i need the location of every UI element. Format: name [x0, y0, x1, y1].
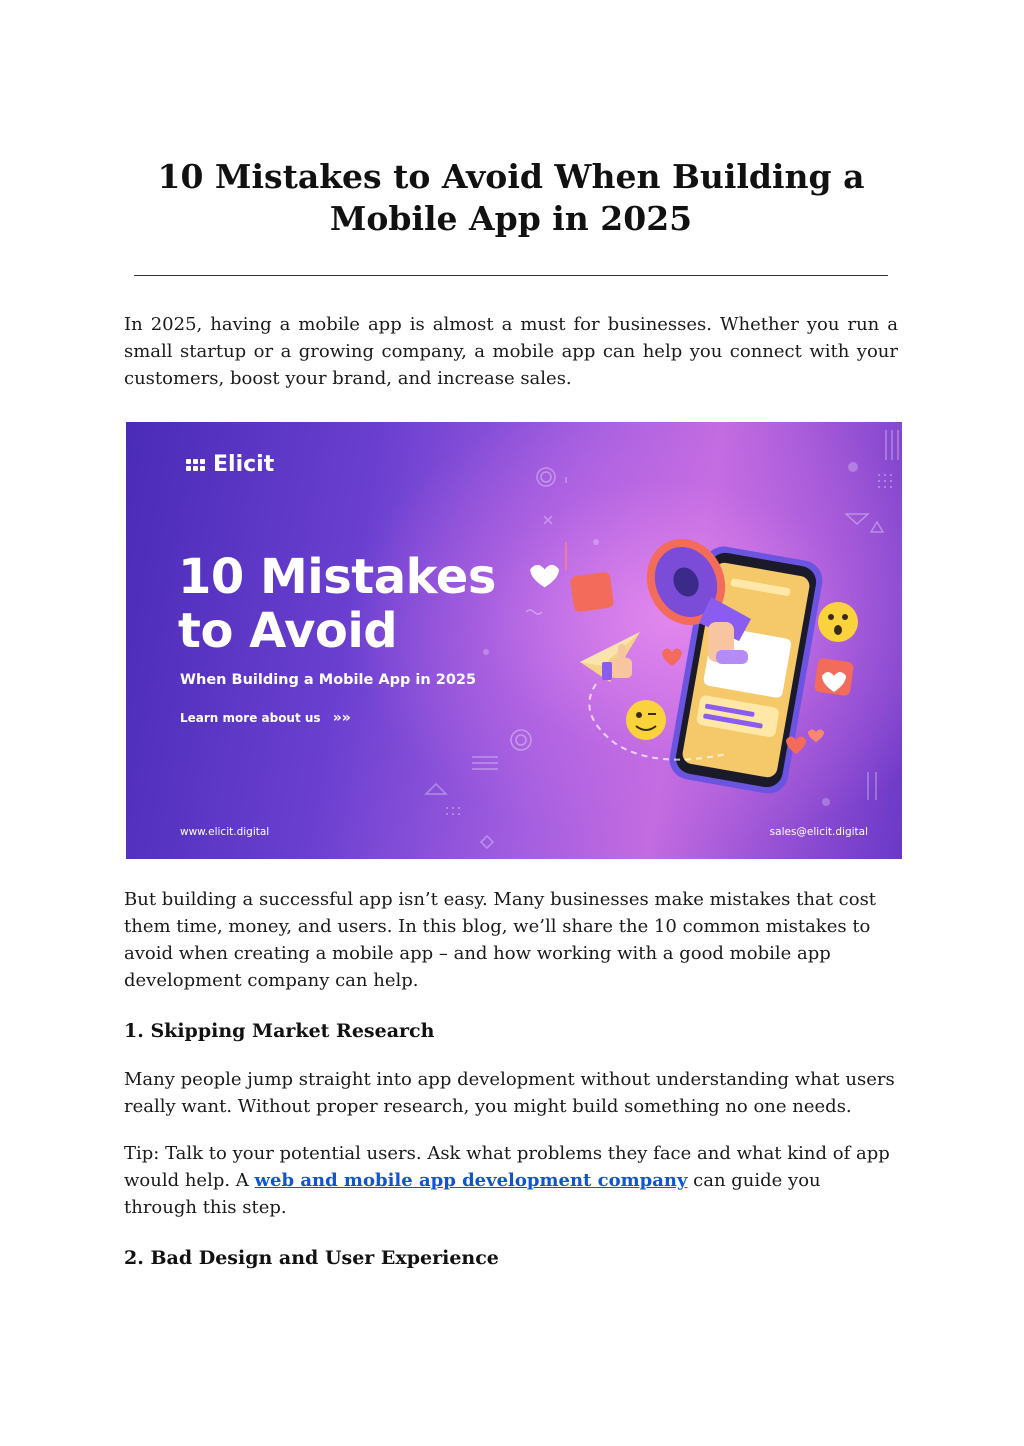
- banner-headline: [178, 550, 496, 658]
- headline-line-2: to Avoid: [178, 603, 398, 659]
- section-1-body: Many people jump straight into app development without understanding what users really want. Without proper research, you might build something no one needs.: [124, 1069, 895, 1117]
- tip-text-after: can guide you through this step.: [124, 1170, 821, 1218]
- title-divider: [134, 275, 888, 276]
- web-mobile-app-company-link[interactable]: web and mobile app development company: [254, 1170, 688, 1191]
- intro-paragraph: In 2025, having a mobile app is almost a must for businesses. Whether you run a small startup or a growing company, a mobile app can help you connect with your customers, boost your brand, and increase sales.: [124, 314, 898, 389]
- hero-banner-image: [126, 422, 902, 859]
- paragraph-2: But building a successful app isn’t easy. Many businesses make mistakes that cost them time, money, and users. In this blog, we’ll share the 10 common mistakes to avoid when creating a mobile app – and how working with a good mobile app development company can help.: [124, 889, 877, 991]
- page-title: 10 Mistakes to Avoid When Building a Mobile App in 2025: [157, 157, 865, 238]
- section-2-heading: 2. Bad Design and User Experience: [124, 1247, 499, 1269]
- section-1-tip: [124, 1140, 898, 1221]
- banner-subheadline: When Building a Mobile App in 2025: [180, 672, 477, 688]
- banner-cta: [180, 710, 351, 726]
- banner-email: sales@elicit.digital: [769, 826, 868, 838]
- brand-logo: [186, 452, 274, 477]
- tip-text-before: Tip: Talk to your potential users. Ask what problems they face and what kind of app would help. A: [124, 1143, 890, 1191]
- headline-line-1: 10 Mistakes: [178, 549, 496, 605]
- banner-cta-label: Learn more about us: [180, 711, 321, 725]
- logo-icon: [186, 459, 205, 471]
- chevrons-right-icon: »»: [332, 710, 351, 726]
- section-1-heading: 1. Skipping Market Research: [124, 1020, 435, 1042]
- brand-name: Elicit: [213, 452, 275, 477]
- banner-website: www.elicit.digital: [180, 826, 270, 838]
